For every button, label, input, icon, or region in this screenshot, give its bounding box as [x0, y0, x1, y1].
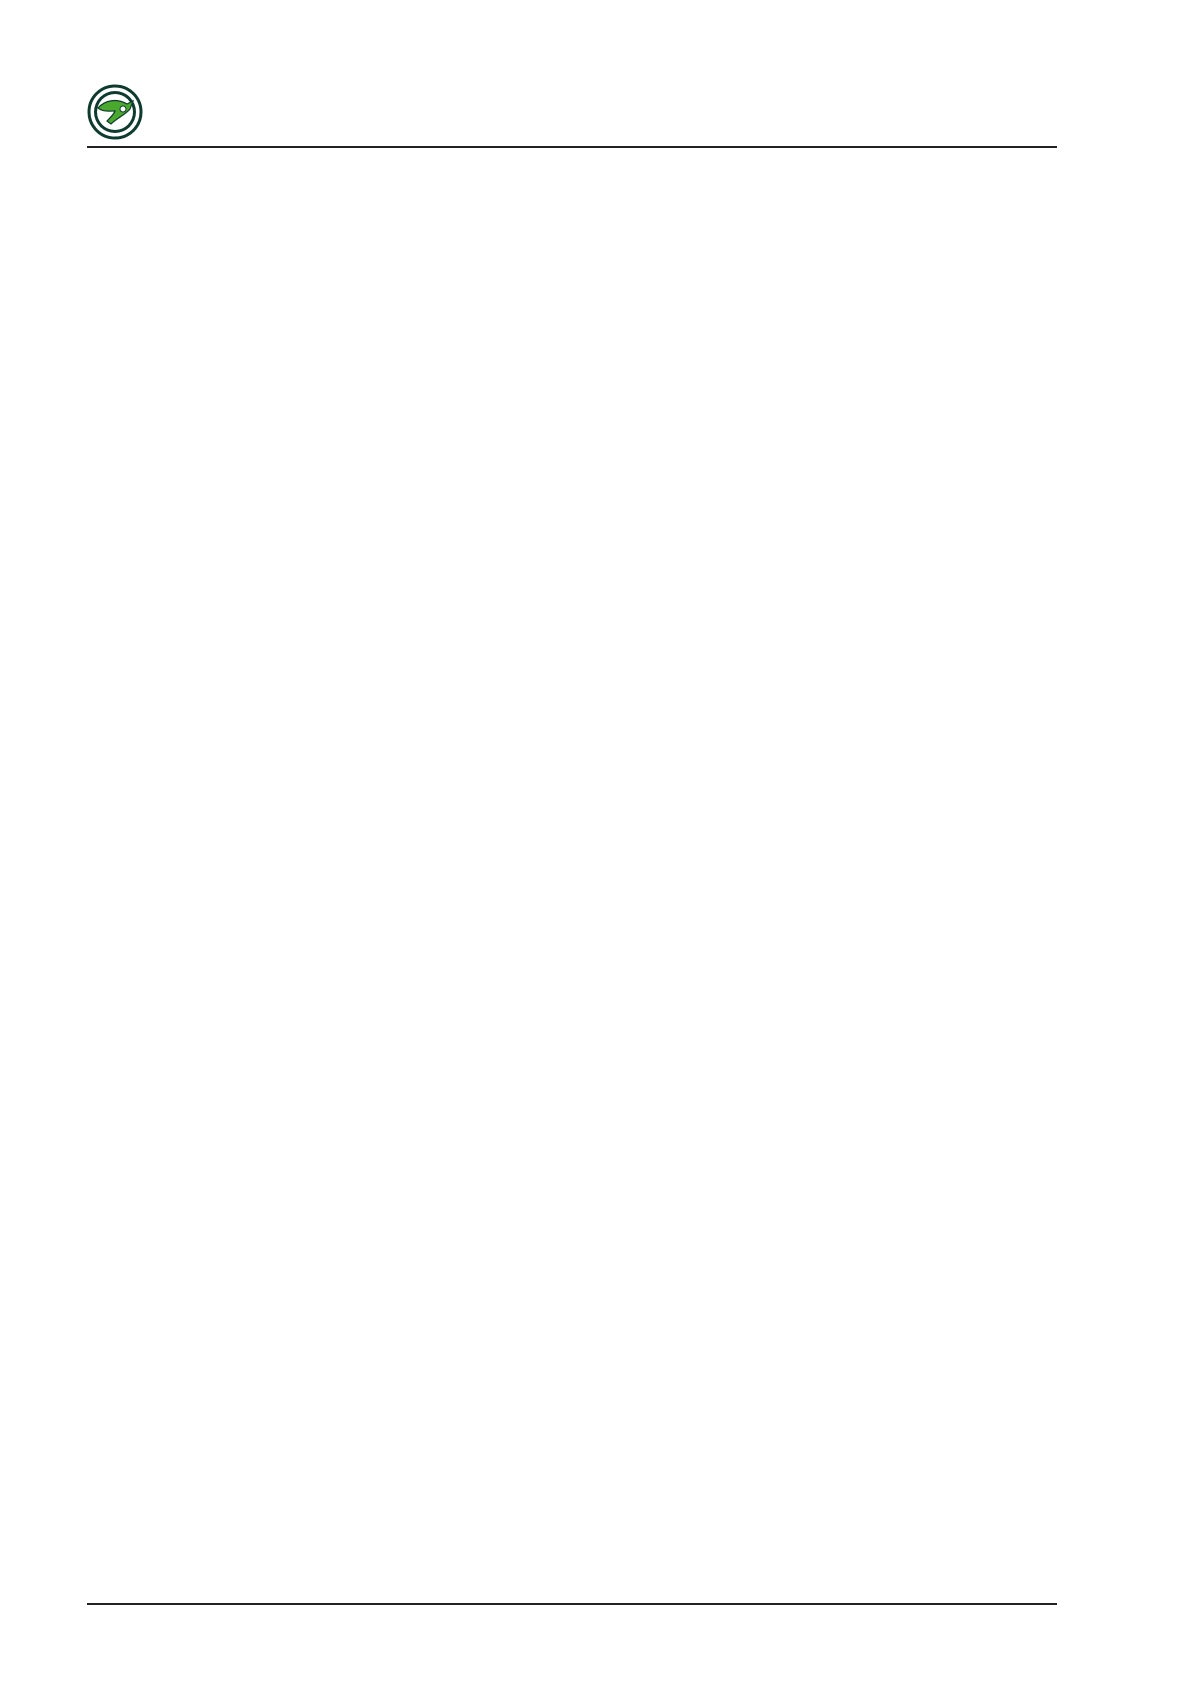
footer-divider — [87, 1603, 1057, 1605]
table-of-contents — [87, 167, 1057, 213]
toc-chapter[interactable] — [87, 167, 1057, 213]
skoda-logo-icon — [87, 84, 143, 140]
header-divider — [87, 146, 1057, 148]
